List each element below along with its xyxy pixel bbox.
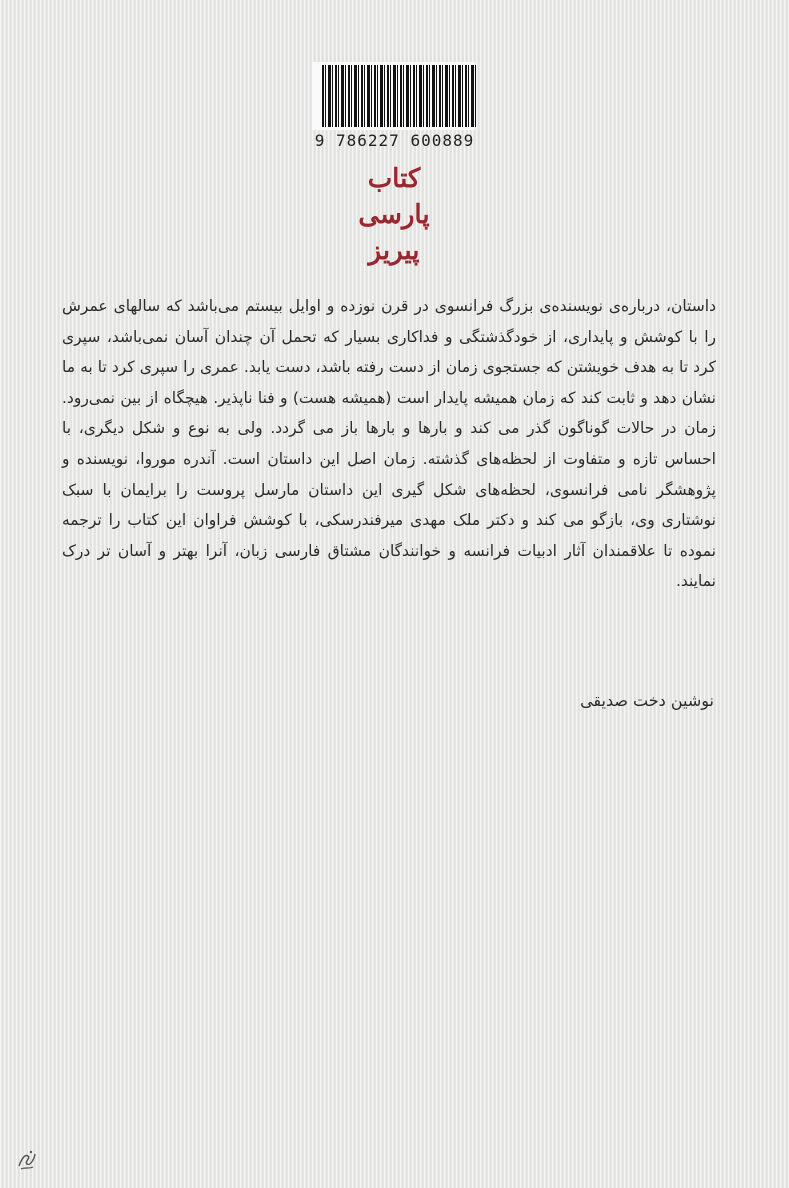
blurb-author: نوشین دخت صدیقی [580, 691, 714, 710]
barcode [306, 62, 483, 158]
barcode-icon [322, 65, 477, 127]
publisher-logo: کتاب پارسی پیریز [358, 164, 430, 266]
barcode-background [312, 62, 475, 130]
signature-seal-icon [16, 1148, 38, 1172]
isbn-number: 9 786227 600889 [314, 131, 475, 150]
back-cover-blurb: داستان، درباره‌ی نویسنده‌ی بزرگ فرانسوی در قرن نوزده و اوایل بیستم می‌باشد که سالهای عمرش را با کوشش و پایداری، از خودگذشتگی و فداکاری بسیار که تحمل آن چندان آسان نمی‌باشد، سپری کرد تا به هدف خویشتن که جستجوی زمان از دست رفته باشد، دست یابد. عمری را سپری کرد تا به ما نشان دهد و ثابت کند که زمان همیشه پایدار است (همیشه هست) و فنا ناپذیر. هیچگاه از بین نمی‌رود. زمان در حالات گوناگون گذر می کند و بارها و بارها باز می گردد. ولی به نوع و شکل دیگری، با احساس تازه و متفاوت از لحظه‌های گذشته. زمان اصل این داستان است. آندره موروا، نویسنده و پژوهشگر نامی فرانسوی، لحظه‌های شکل گیری این داستان مارسل پروست را برایمان با سبک نوشتاری وی، بازگو می کند و دکتر ملک مهدی میرفندرسکی، با کوشش فراوان این کتاب را ترجمه نموده تا علاقمندان آثار ادبیات فرانسه و خوانندگان مشتاق فارسی زبان، آنرا بهتر و آسان تر درک نمایند. [62, 297, 716, 591]
